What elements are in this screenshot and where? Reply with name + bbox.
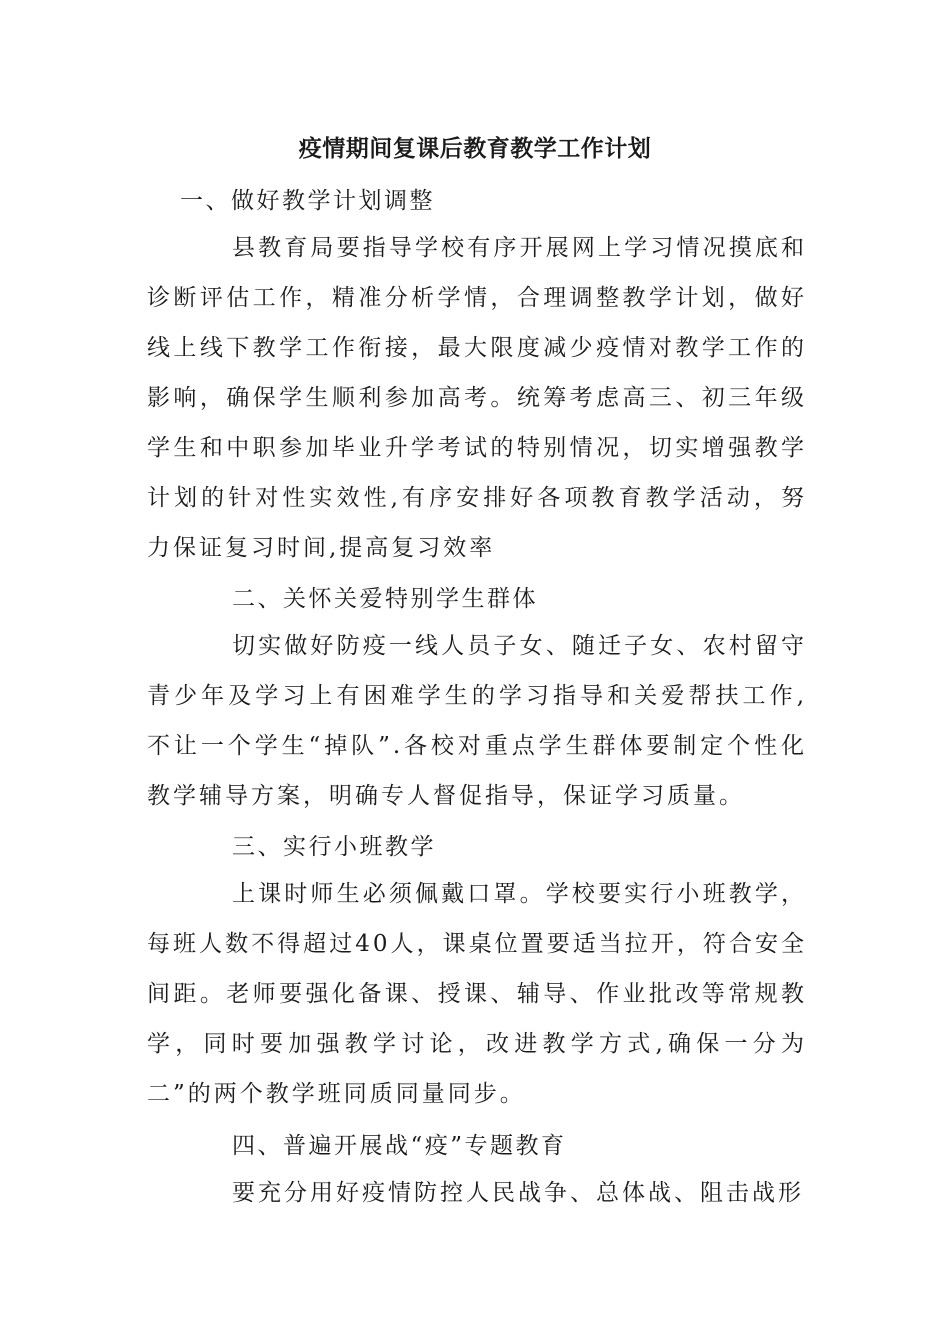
- section-heading-2: 二、关怀关爱特别学生群体: [232, 586, 538, 612]
- section-heading-1: 一、做好教学计划调整: [180, 188, 435, 214]
- section-body-4: 要充分用好疫情防控人民战争、总体战、阻击战形: [232, 1180, 804, 1206]
- section-body-1: 县教育局要指导学校有序开展网上学习情况摸底和诊断评估工作，精准分析学情，合理调整教学计划，做好线上线下教学工作衔接，最大限度减少疫情对教学工作的影响，确保学生顺利参加高考。统筹考虑高三、初三年级学生和中职参加毕业升学考试的特别情况，切实增强教学计划的针对性实效性,有序安排好各项教育教学活动，努力保证复习时间,提高复习效率: [147, 235, 807, 561]
- section-heading-4: 四、普遍开展战“疫”专题教育: [232, 1133, 567, 1159]
- section-body-3: 上课时师生必须佩戴口罩。学校要实行小班教学，每班人数不得超过40人，课桌位置要适当拉开，符合安全间距。老师要强化备课、授课、辅导、作业批改等常规教学，同时要加强教学讨论，改进教学方式,确保一分为二”的两个教学班同质同量同步。: [147, 881, 807, 1107]
- section-heading-3: 三、实行小班教学: [232, 834, 436, 860]
- section-body-2: 切实做好防疫一线人员子女、随迁子女、农村留守青少年及学习上有困难学生的学习指导和关爱帮扶工作,不让一个学生“掉队”.各校对重点学生群体要制定个性化教学辅导方案，明确专人督促指导，保证学习质量。: [147, 633, 807, 809]
- document-title: 疫情期间复课后教育教学工作计划: [298, 135, 652, 162]
